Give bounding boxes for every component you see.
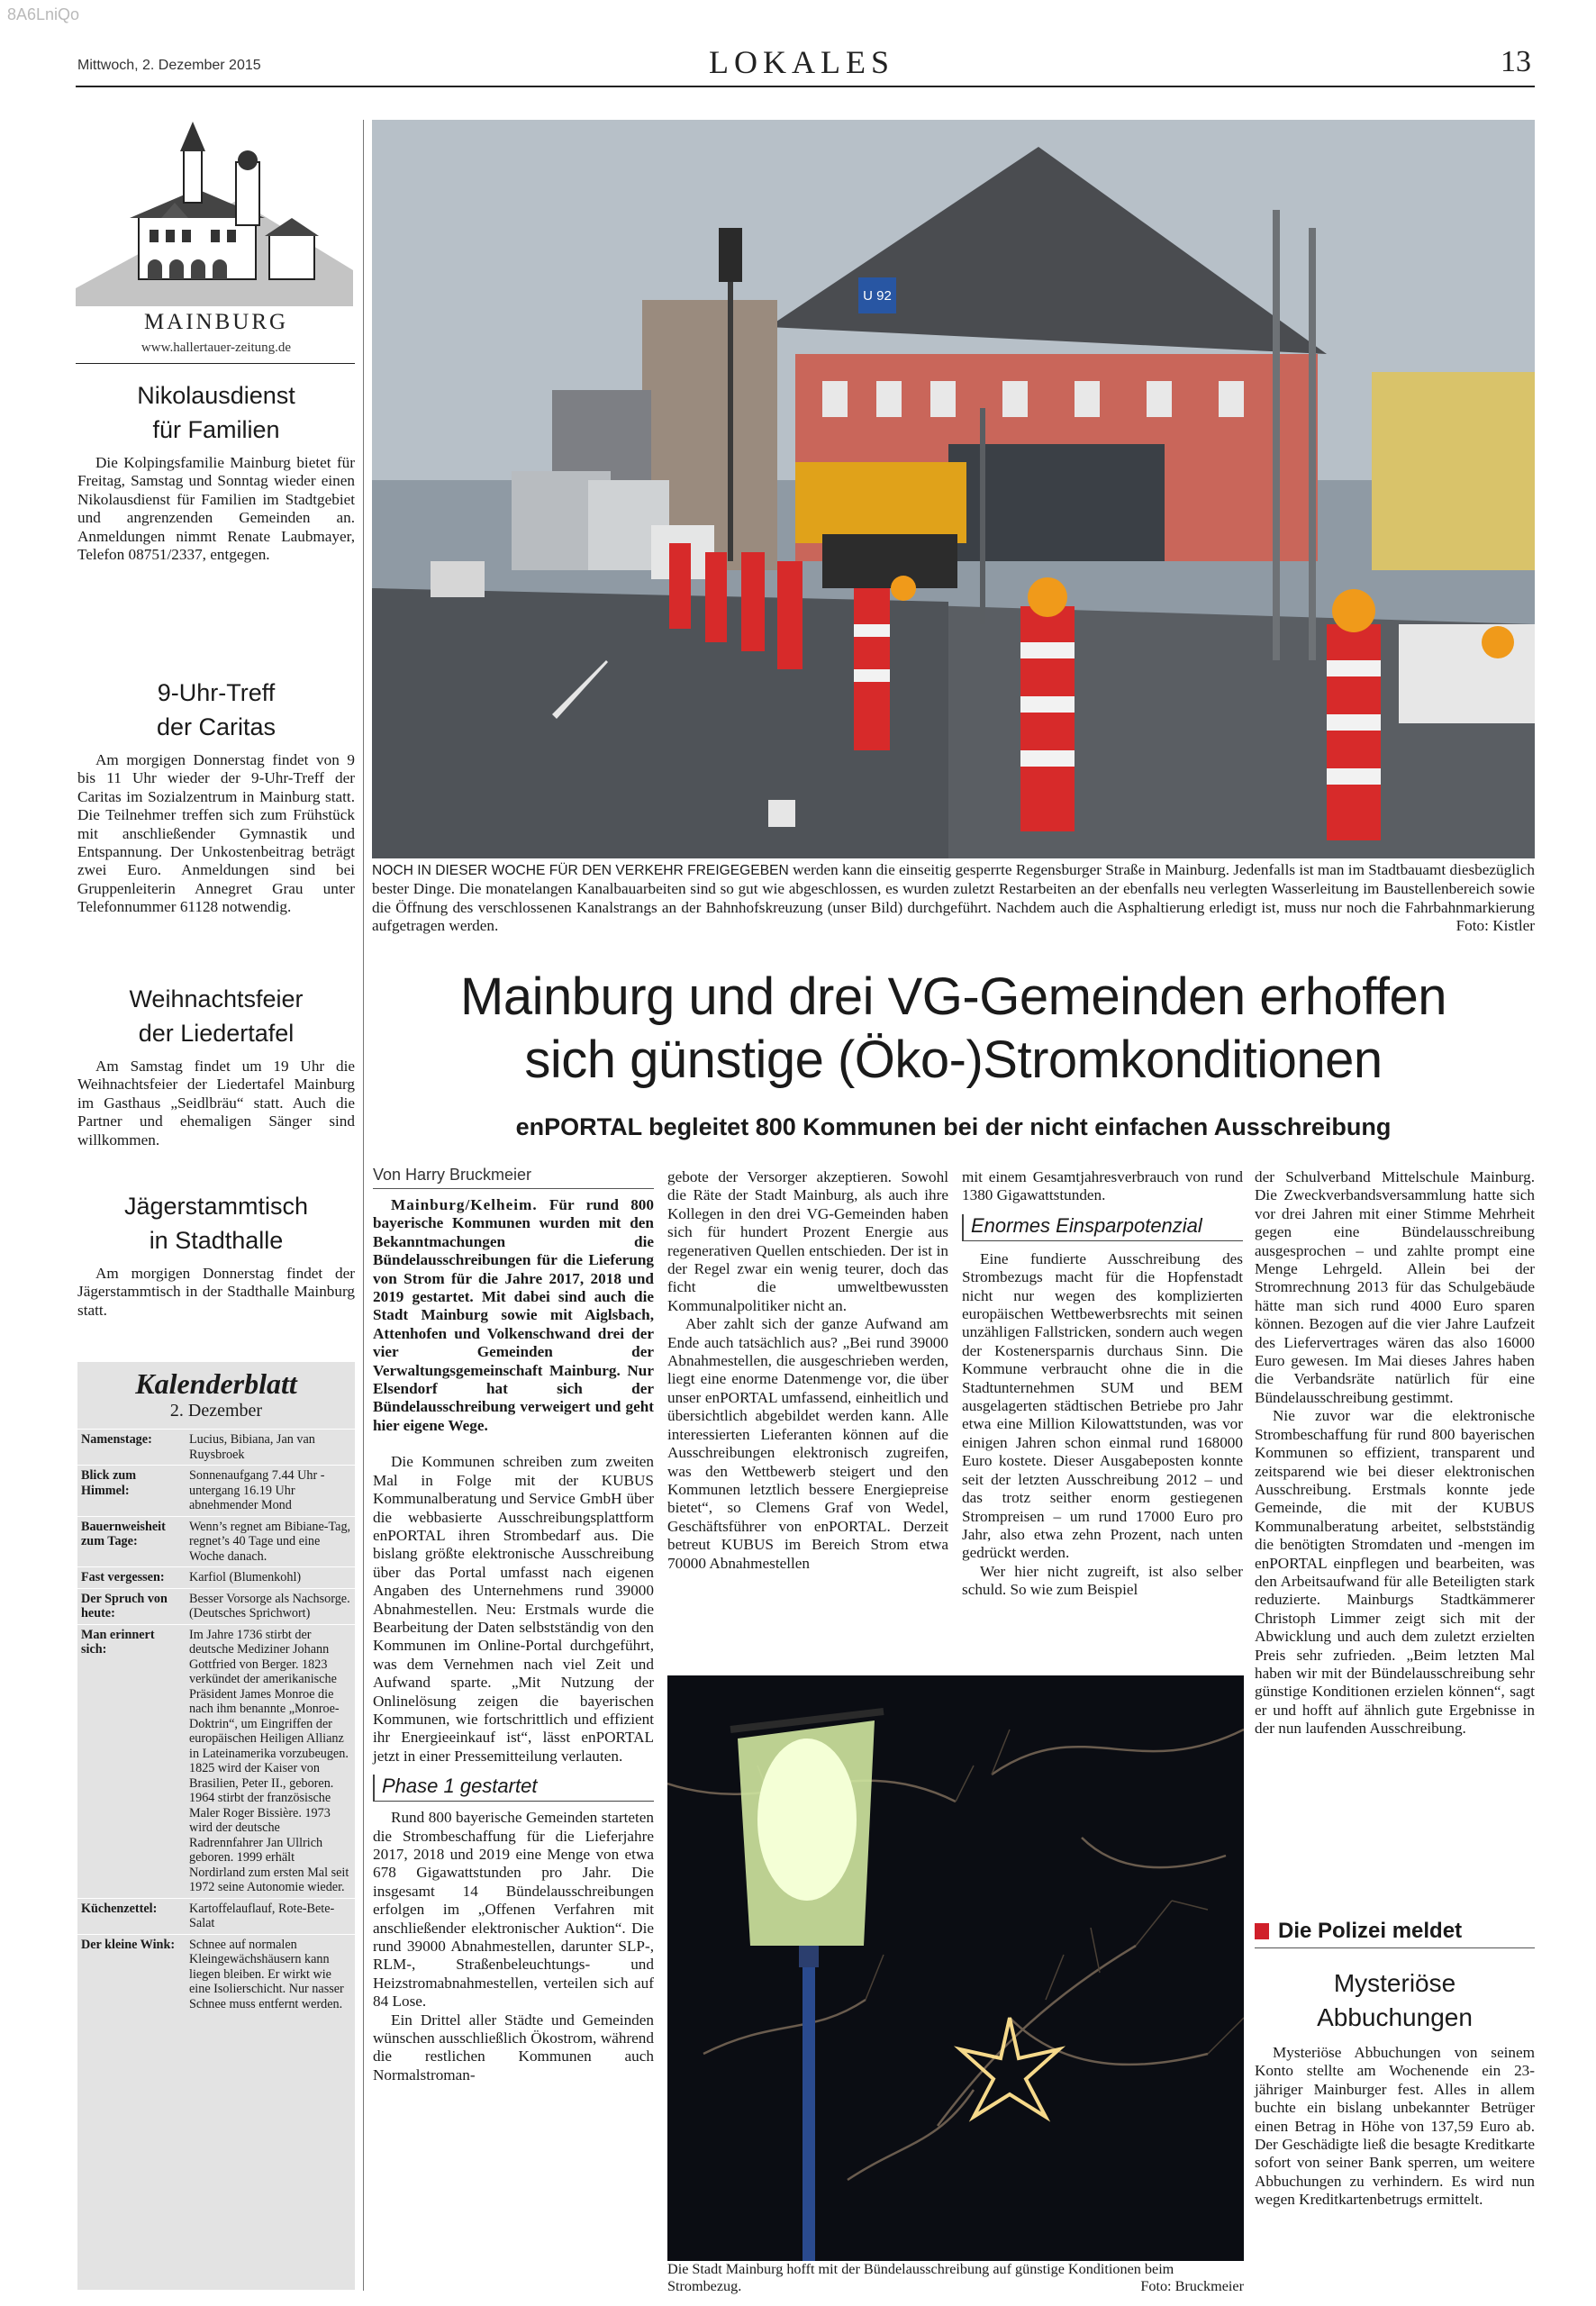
article-subhead: enPORTAL begleitet 800 Kommunen bei der nicht einfachen Ausschreibung (515, 1113, 1392, 1140)
kalender-row (77, 1465, 355, 1516)
streetlamp-caption (667, 2261, 1244, 2296)
sidebar-item-title: Nikolausdienst (137, 382, 295, 409)
article-paragraph: gebote der Versorger akzeptieren. Sowohl die Räte der Stadt Mainburg, als auch ihre Kollegen in den drei VG-Gemeinden haben sich für hundert Prozent Energie aus regenerativen Quellen entschieden. Der ist in der Regel zwar ein wenig teurer, doch das ficht die umweltbewussten Kommunalpolitiker nicht an. (667, 1168, 948, 1314)
sidebar-item-title: 9-Uhr-Treff (157, 679, 276, 706)
kalenderblatt-title: Kalenderblatt (135, 1367, 297, 1400)
article-lead-text: Für rund 800 bayerische Kommunen wurden mit den Bekanntmachungen die Bündelausschreibungen für die Lieferung von Strom für die Jahre 2017, 2018 und 2019 gestartet. Mit dabei sind auch die Stadt Mainburg sowie mit Aiglsbach, Attenhofen und Volkenschwand drei der vier Gemeinden der Verwaltungsgemeinschaft Mainburg. Nur Elsendorf hat sich der Bündelausschreibung verweigert und geht hier eigene Wege. (373, 1196, 654, 1434)
police-title-line2: Abbuchungen (1317, 2003, 1473, 2031)
streetlamp-caption-text: Die Stadt Mainburg hofft mit der Bündelausschreibung auf günstige Konditionen beim Strombezug. (667, 2261, 1174, 2295)
streetlamp-caption-credit: Foto: Bruckmeier (1140, 2278, 1244, 2295)
header-section: LOKALES (709, 44, 894, 80)
sidebar-item (77, 982, 355, 1189)
police-title: Mysteriöse (1333, 1969, 1456, 1997)
column-divider (363, 120, 364, 2291)
phase-subhead-text: Phase 1 gestartet (382, 1775, 538, 1798)
header-date: Mittwoch, 2. Dezember 2015 (77, 58, 261, 73)
sidebar-item-text: Am morgigen Donnerstag findet der Jägerstammtisch in der Stadthalle Mainburg statt. (77, 1265, 355, 1319)
police-marker-icon (1255, 1923, 1269, 1939)
kalender-row (77, 1624, 355, 1898)
article-paragraph: Eine fundierte Ausschreibung des Strombezugs macht für die Hopfenstadt nicht nur wegen des komplizierten europäischen Wettbewerbsrechts mit seinen unzähligen Fallstricken, sondern auch wegen der Kostenersparnis durchaus Sinn. Die Kommune verbraucht ohne die in die Stadtunternehmen SUM und BEM ausgelagerten städtischen Betriebe pro Jahr etwa eine Million Kilowattstunden, was vor einigen Jahren schon einmal rund 168000 Euro kostete. Dieser Ausgabeposten konnte seit der letzten Ausschreibung 2012 – und das trotz seither enorm gestiegenen Strompreisen – um rund 17000 Euro pro Jahr, also etwa zehn Prozent, nach unten gedrückt werden. (962, 1249, 1243, 1562)
caption-credit: Foto: Kistler (1455, 917, 1535, 935)
kalender-row-label: Fast vergessen: (81, 1570, 165, 1584)
logo-rule (76, 363, 355, 364)
sidebar-column (77, 378, 355, 1342)
streetlamp-photo (667, 1675, 1244, 2261)
watermark: 8A6LniQo (7, 5, 80, 23)
sidebar-item-title-line2: für Familien (152, 416, 280, 443)
kalenderblatt-rows (77, 1429, 355, 2014)
header-rule (76, 86, 1535, 87)
kalender-row (77, 1566, 355, 1588)
kalender-row-label: Namenstage: (81, 1432, 152, 1447)
article-paragraph: der Schulverband Mittelschule Mainburg. Die Zweckverbandsversammlung hatte sich vor drei Jahren mit einer Stimme Mehrheit gegen eine Bündelausschreibung ausgesprochen – und zahlte prompt eine Menge Lehrgeld. Allein bei der Stromrechnung 2013 für das Schulgebäude hätte man sich rund 4000 Euro sparen können. Bezogen auf die vier Jahre Laufzeit des Liefervertrages wären das also 16000 Euro gewesen. Im Mai dieses Jahres haben die Verbandsräte natürlich für eine Bündelausschreibung gestimmt. (1255, 1168, 1535, 1406)
sidebar-item-title: Weihnachtsfeier (129, 985, 304, 1012)
police-box (1255, 1919, 1535, 2210)
article-column-4 (1255, 1168, 1535, 1739)
kalender-row-value: Kartoffelauflauf, Rote-Bete-Salat (189, 1901, 335, 1930)
article-paragraph: Ein Drittel aller Städte und Gemeinden wünschen ausschließlich Ökostrom, während die restlichen Kommunen auch Normalstroman- (373, 2011, 654, 2084)
headline-line1: Mainburg und drei VG-Gemeinden erhoffen (460, 967, 1446, 1026)
sidebar-item-title: Jägerstammtisch (123, 1193, 309, 1220)
road-sign-label: U 92 (863, 288, 892, 304)
header-page-number: 13 (1501, 45, 1531, 78)
kalender-row-label: Man erinnert sich: (81, 1627, 155, 1657)
article-paragraph: Rund 800 bayerische Gemeinden starteten die Strombeschaffung für die Lieferjahre 2017, 2018 und 2019 eine Menge von etwa 678 Gigawattstunden pro Jahr. Die insgesamt 14 Bündelausschreibungen erfolgen im „Offenen Verfahren mit anschließender elektronischer Auktion“. Die rund 39000 Abnahmestellen, darunter SLP-, RLM-, Straßenbeleuchtungs- und Heizstromabnahmestellen, verteilen sich auf 84 Lose. (373, 1809, 654, 2011)
kalender-row-value: Wenn’s regnet am Bibiane-Tag, regnet’s 40 Tage und eine Woche danach. (189, 1519, 351, 1564)
sidebar-item (77, 1189, 355, 1342)
headline-line2: sich günstige (Öko-)Stromkonditionen (524, 1030, 1383, 1089)
kalender-row-value: Sonnenaufgang 7.44 Uhr -untergang 16.19 Uhr abnehmender Mond (189, 1468, 325, 1512)
article-paragraph: Wer hier nicht zugreift, ist also selber schuld. So wie zum Beispiel (962, 1562, 1243, 1599)
caption-text: werden kann die einseitig gesperrte Regensburger Straße in Mainburg. Jedenfalls ist man im Stadtbauamt diesbezüglich bester Dinge. Die monatelangen Kanalbauarbeiten sind so gut wie abgeschlossen, es wurden zuletzt Restarbeiten an der ebenfalls neu verlegten Wasserleitung im Baustellenbereich sowie die Öffnung des verschlossenen Kanalstrangs an der Bahnhofskreuzung (unser Bild) durchgeführt. Nachdem auch die Asphaltierung erledigt ist, muss nur noch die Fahrbahnmarkierung aufgetragen werden. (372, 861, 1535, 935)
kalender-row (77, 1516, 355, 1567)
kalender-row-value: Im Jahre 1736 stirbt der deutsche Mediziner Johann Gottfried von Berger. 1823 verkündet der amerikanische Präsident James Monroe die nach ihm benannte „Monroe-Doktrin“, um Eingriffen der europäischen Heiligen Allianz in Lateinamerika vorzubeugen. 1825 wird der Kaiser von Brasilien, Peter II., geboren. 1964 stirbt der französische Maler Roger Bissière. 1973 wird der deutsche Radrennfahrer Jan Ullrich geboren. 1999 erhält Nordirland zum ersten Mal seit 1972 seine Autonomie wieder. (189, 1627, 349, 1894)
town-logo (76, 117, 353, 306)
logo-town-name: MAINBURG (143, 310, 289, 334)
article-paragraph: mit einem Gesamtjahresverbrauch von rund 1380 Gigawattstunden. (962, 1168, 1243, 1204)
article-byline: Von Harry Bruckmeier (373, 1166, 654, 1189)
kalender-row-value: Schnee auf normalen Kleingewächshäusern kann liegen bleiben. Er wirkt wie eine Isolierschicht. Nur nasser Schnee muss entfernt werden. (189, 1937, 344, 2011)
construction-photo (372, 120, 1535, 858)
kalender-row (77, 1934, 355, 2015)
article-headline (372, 966, 1535, 1092)
police-text: Mysteriöse Abbuchungen von seinem Konto stellte am Wochenende ein 23-jähriger Mainburger fest. Alles in allem buchte ein bislang unbekannter Betrüger einen Betrag in Höhe von 137,59 Euro ab. Der Geschädigte ließ die besagte Kreditkarte sofort von seiner Bank sperren, um weitere Abbuchungen zu verhindern. Es wird nun wegen Kreditkartenbetrugs ermittelt. (1255, 2044, 1535, 2209)
kalender-row-label: Der kleine Wink: (81, 1937, 176, 1952)
kalenderblatt-date: 2. Dezember (169, 1401, 263, 1421)
kalender-row (77, 1588, 355, 1624)
article-paragraph: Nie zuvor war die elektronische Strombeschaffung für rund 800 bayerischen Kommunen so effizient, transparent und zeitsparend wie bei dieser elektronischen Ausschreibung. Erstmals konnte jede Gemeinde, die mit der KUBUS Kommunalberatung arbeitet, selbstständig die benötigten Stromdaten und -mengen im enPORTAL einpflegen und bearbeiten, was den Arbeitsaufwand für alle Beteiligten stark reduzierte. Mainburgs Stadtkämmerer Christoph Limmer zeigt sich mit der Abwicklung und auch dem zuletzt erzielten Preis sehr zufrieden. „Beim letzten Mal haben wir mit der Bündelausschreibung sehr günstige Konditionen erzielen können“, sagt er und hofft auf ähnlich gute Ergebnisse in der nun laufenden Ausschreibung. (1255, 1407, 1535, 1738)
article-column-3 (962, 1168, 1243, 1600)
kalenderblatt-box (77, 1362, 355, 2290)
sidebar-item-title-line2: in Stadthalle (149, 1227, 284, 1254)
kalender-row-value: Lucius, Bibiana, Jan van Ruysbroek (189, 1432, 315, 1462)
article-paragraph: Die Kommunen schreiben zum zweiten Mal in Folge mit der KUBUS Kommunalberatung und Service GmbH über die webbasierte Ausschreibungsplattform enPORTAL ihren Strombedarf aus. Die bislang größte elektronische Ausschreibung über das Portal umfasst nach eigenen Angaben des Unternehmens rund 39000 Abnahmestellen. Neu: Erstmals wurde die Bearbeitung der Daten selbstständig von den Kommunen im Online-Portal durchgeführt, was dem Vernehmen nach viel Zeit und Aufwand sparte. „Mit Nutzung der Onlinelösung zeigen die bayerischen Kommunen, wie fortschrittlich und effizient ihr Energieeinkauf ist“, lässt enPORTAL jetzt in einer Pressemitteilung verlauten. (373, 1453, 654, 1765)
kalender-row-value: Besser Vorsorge als Nachsorge. (Deutsches Sprichwort) (189, 1591, 350, 1621)
sidebar-item-title-line2: der Caritas (156, 713, 277, 740)
kalender-row-label: Küchenzettel: (81, 1901, 158, 1916)
top-photo-caption (372, 861, 1535, 936)
construction-photo-graphic (372, 120, 1535, 858)
article-column-1 (373, 1166, 654, 2084)
kalender-row-value: Karfiol (Blumenkohl) (189, 1570, 302, 1584)
einspar-subhead (962, 1214, 1243, 1241)
kalender-row-label: Der Spruch von heute: (81, 1591, 168, 1621)
article-paragraph: Aber zahlt sich der ganze Aufwand am Ende auch tatsächlich aus? „Bei rund 39000 Abnahmestellen, die ausgeschrieben werden, liegt eine enorme Datenmenge vor, die über unser enPORTAL umfassend, einheitlich und übersichtlich abgebildet werden kann. Alle interessierten Lieferanten können auf die Ausschreibungen elektronisch zugreifen, was den Wettbewerb steigert und den Kommunen letztlich bessere Energiepreise bietet“, so Clemens Graf von Wedel, Geschäftsführer von enPORTAL. Derzeit betreut KUBUS im Bereich Strom etwa 70000 Abnahmestellen (667, 1315, 948, 1572)
sidebar-item-text: Am Samstag findet um 19 Uhr die Weihnachtsfeier der Liedertafel Mainburg im Gasthaus „Seidlbräu“ statt. Auch die Partner und ehemaligen Sänger sind willkommen. (77, 1058, 355, 1148)
sidebar-item-text: Am morgigen Donnerstag findet von 9 bis 11 Uhr wieder der 9-Uhr-Treff der Caritas im Sozialzentrum in Mainburg statt. Die Teilnehmer treffen sich zum Frühstück mit anschließender Gymnastik und Entspannung. Der Unkostenbeitrag beträgt zwei Euro. Anmeldungen sind bei Gruppenleiterin Annegret Grau unter Telefonnummer 61128 notwendig. (77, 751, 355, 916)
article-lead (373, 1196, 654, 1435)
einspar-subhead-text: Enormes Einsparpotenzial (971, 1213, 1202, 1237)
phase-subhead (373, 1775, 654, 1802)
logo-url[interactable]: www.hallertauer-zeitung.de (141, 340, 292, 355)
kalender-row (77, 1898, 355, 1934)
sidebar-item-title-line2: der Liedertafel (138, 1020, 295, 1047)
sidebar-item (77, 676, 355, 982)
kalender-row-label: Bauernweisheit zum Tage: (81, 1519, 166, 1548)
caption-lead: NOCH IN DIESER WOCHE FÜR DEN VERKEHR FREIGEGEBEN (372, 863, 789, 878)
sidebar-item-text: Die Kolpingsfamilie Mainburg bietet für Freitag, Samstag und Sonntag wieder einen Nikolausdienst für Familien im Stadtgebiet und angrenzenden Gemeinden an. Anmeldungen nimmt Renate Laubmayer, Telefon 08751/2337, entgegen. (77, 454, 355, 564)
article-column-2 (667, 1168, 948, 1573)
article-dateline: Mainburg/Kelheim. (391, 1196, 538, 1213)
kalender-row (77, 1429, 355, 1465)
kalender-row-label: Blick zum Himmel: (81, 1468, 137, 1498)
sidebar-item (77, 378, 355, 676)
police-label (1255, 1919, 1535, 1948)
streetlamp-photo-graphic (667, 1675, 1244, 2261)
town-hall-illustration (76, 117, 353, 306)
police-label-text: Die Polizei meldet (1278, 1919, 1463, 1943)
